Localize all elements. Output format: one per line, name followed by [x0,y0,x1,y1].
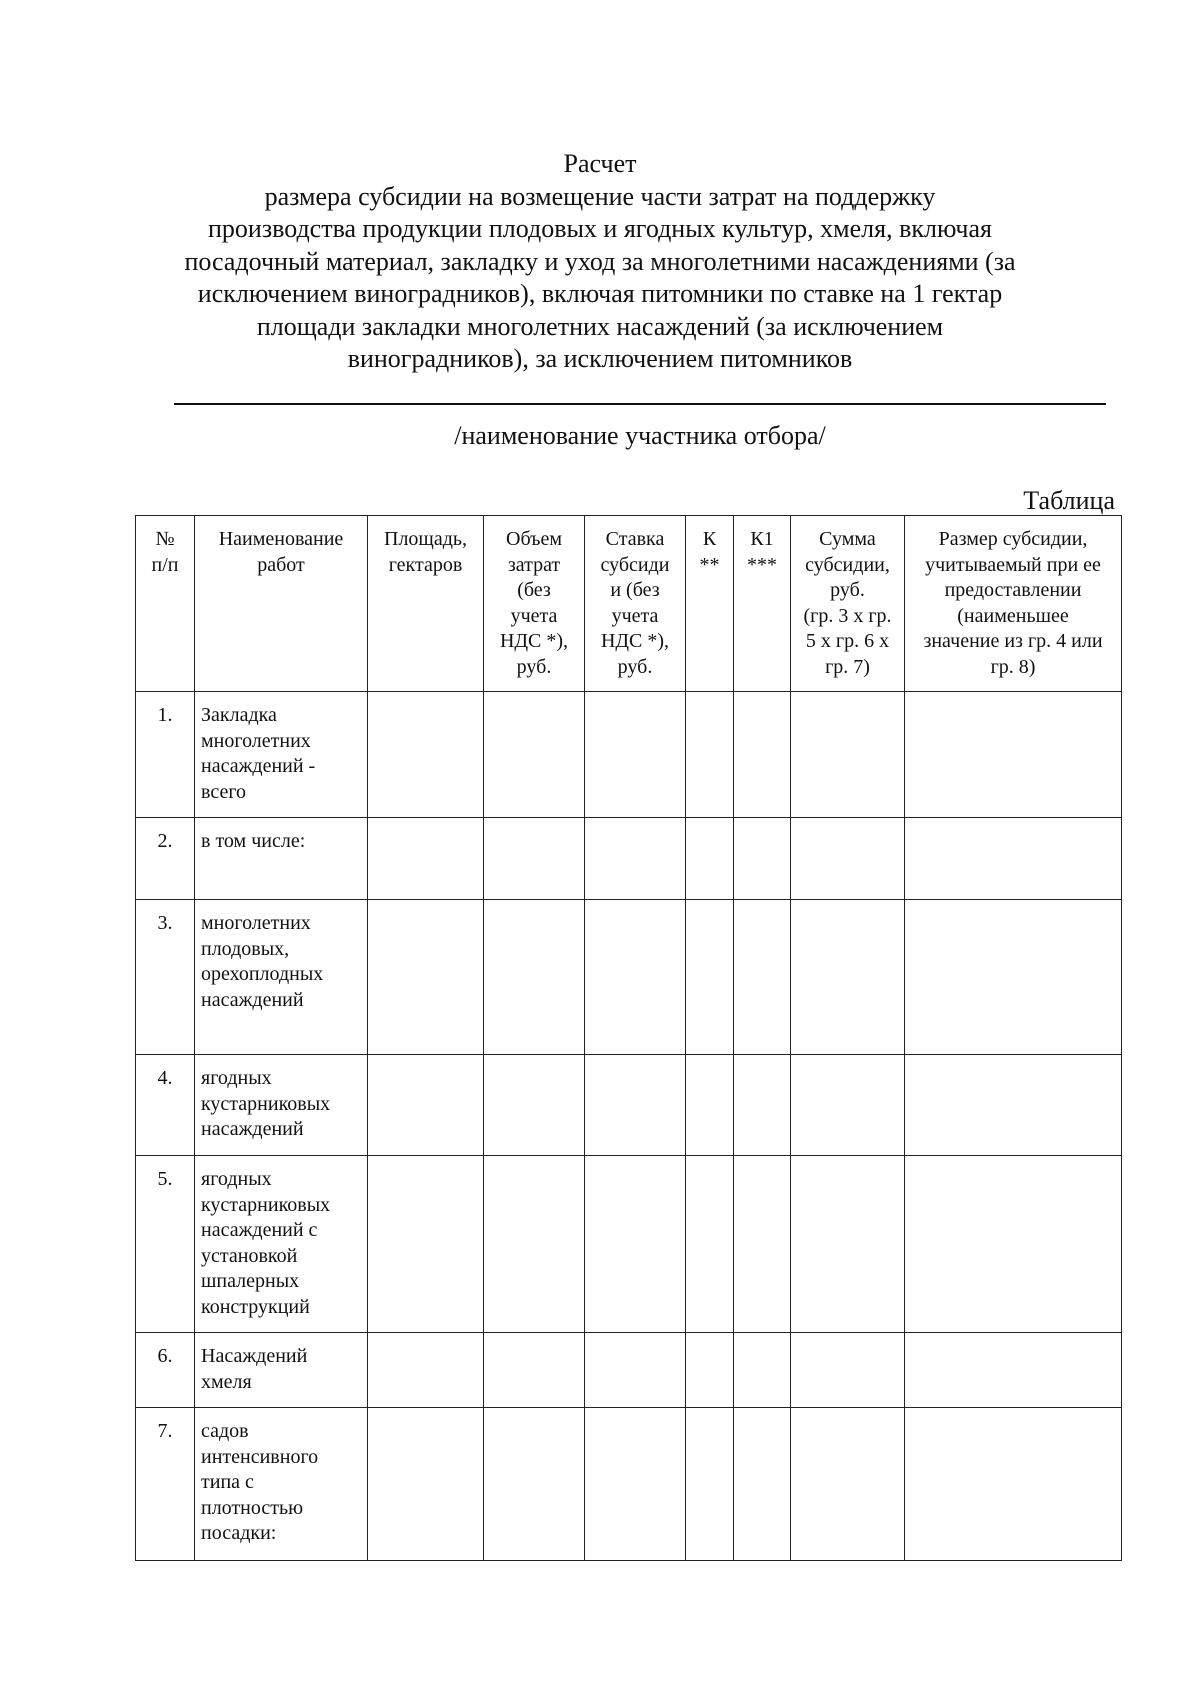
header-line: Объем [506,528,562,550]
row-number: 3. [136,900,195,1055]
work-name-line: интенсивного [201,1445,319,1468]
row-work-name [195,1055,368,1156]
cell-k1[interactable] [734,1055,791,1156]
cell-k[interactable] [686,1333,734,1408]
cell-k[interactable] [686,818,734,900]
cell-subsidy-rate[interactable] [585,900,686,1055]
cell-k1[interactable] [734,692,791,818]
header-cost-volume [484,516,585,692]
work-name-line: садов [201,1420,249,1442]
work-name-line: плодовых, [201,937,290,960]
table-row [136,1156,1122,1333]
cell-area[interactable] [368,692,484,818]
cell-area[interactable] [368,818,484,900]
header-line: субсиди [600,553,670,576]
header-line: руб. [830,579,865,601]
table-row [136,1055,1122,1156]
row-number: 5. [136,1156,195,1333]
cell-area[interactable] [368,1156,484,1333]
cell-subsidy-amount[interactable] [905,900,1122,1055]
header-line: гектаров [388,553,463,576]
cell-cost-volume[interactable] [484,1156,585,1333]
title-line: размера субсидии на возмещение части затрат на поддержку [264,181,936,211]
cell-cost-volume[interactable] [484,1408,585,1561]
cell-subsidy-amount[interactable] [905,1156,1122,1333]
header-subsidy-sum [791,516,905,692]
row-work-name [195,818,368,900]
work-name-line: в том числе: [201,830,306,852]
header-line: гр. 7) [825,655,870,678]
header-line: и (без [610,579,660,601]
work-name-line: типа с [201,1471,254,1493]
work-name-line: насаждений - [201,755,316,777]
cell-subsidy-rate[interactable] [585,1333,686,1408]
table-row [136,818,1122,900]
cell-subsidy-rate[interactable] [585,1055,686,1156]
header-line: п/п [151,553,179,576]
title-line: исключением виноградников), включая питомники по ставке на 1 гектар [197,279,1003,308]
header-line: значение из гр. 4 или [923,630,1103,652]
row-work-name [195,900,368,1055]
cell-subsidy-sum[interactable] [791,900,905,1055]
cell-area[interactable] [368,1333,484,1408]
table-caption: Таблица [1023,486,1115,515]
work-name-line: кустарниковых [201,1193,331,1216]
header-line: затрат [507,553,561,576]
cell-subsidy-sum[interactable] [791,818,905,900]
header-line: (без [517,579,551,601]
work-name-line: посадки: [201,1522,277,1544]
row-work-name [195,1333,368,1408]
table-row [136,900,1122,1055]
document-title [150,148,1050,376]
cell-k[interactable] [686,1408,734,1561]
work-name-line: ягодных [201,1168,272,1190]
header-line: работ [257,553,305,576]
cell-subsidy-rate[interactable] [585,818,686,900]
header-line: гр. 8) [990,655,1036,678]
work-name-line: Насаждений [201,1345,308,1367]
work-name-line: многолетних [201,729,311,752]
header-line: руб. [617,655,653,678]
header-line: ** [699,553,720,576]
row-work-name [195,692,368,818]
cell-area[interactable] [368,1055,484,1156]
work-name-line: плотностью [201,1496,304,1519]
row-number: 1. [136,692,195,818]
cell-subsidy-rate[interactable] [585,1156,686,1333]
header-line: субсидии, [805,553,890,576]
work-name-line: Закладка [201,704,277,726]
header-line: НДС *), [499,630,569,652]
cell-k1[interactable] [734,1156,791,1333]
cell-subsidy-amount[interactable] [905,692,1122,818]
work-name-line: ягодных [201,1067,272,1089]
header-line: (наименьшее [957,604,1069,627]
cell-subsidy-sum[interactable] [791,1156,905,1333]
row-number: 2. [136,818,195,900]
header-subsidy-amount [905,516,1122,692]
title-line: Расчет [563,149,637,178]
header-line: Площадь, [384,528,467,550]
header-line: К1 [750,528,774,550]
header-line: Размер субсидии, [938,528,1088,550]
cell-subsidy-rate[interactable] [585,692,686,818]
cell-area[interactable] [368,1408,484,1561]
header-subsidy-rate [585,516,686,692]
title-line: виноградников), за исключением питомников [347,344,853,373]
work-name-line: кустарниковых [201,1092,331,1115]
table-row [136,1333,1122,1408]
table-row [136,1408,1122,1561]
work-name-line: насаждений [201,1118,304,1140]
cell-cost-volume[interactable] [484,1333,585,1408]
work-name-line: хмеля [201,1370,252,1393]
table-row [136,692,1122,818]
header-work-name [195,516,368,692]
header-line: Наименование [218,528,344,550]
header-line: Сумма [819,528,876,550]
cell-cost-volume[interactable] [484,1055,585,1156]
subsidy-calculation-table [135,515,1122,1561]
row-number: 6. [136,1333,195,1408]
cell-subsidy-rate[interactable] [585,1408,686,1561]
header-line: К [702,528,717,550]
row-number: 7. [136,1408,195,1561]
cell-k1[interactable] [734,900,791,1055]
cell-subsidy-amount[interactable] [905,1408,1122,1561]
header-area [368,516,484,692]
header-line: НДС *), [600,630,670,652]
cell-k[interactable] [686,900,734,1055]
work-name-line: установкой [201,1244,298,1267]
header-line: 5 х гр. 6 х [805,630,890,652]
cell-cost-volume[interactable] [484,818,585,900]
header-line: учета [611,604,659,627]
work-name-line: многолетних [201,912,311,934]
work-name-line: орехоплодных [201,963,324,985]
cell-k[interactable] [686,1055,734,1156]
work-name-line: конструкций [201,1295,310,1318]
cell-subsidy-amount[interactable] [905,1055,1122,1156]
header-line: № [155,528,175,550]
cell-area[interactable] [368,900,484,1055]
row-work-name [195,1156,368,1333]
header-line: предоставлении [944,579,1082,601]
header-line: руб. [516,655,552,678]
work-name-line: насаждений [201,988,304,1011]
title-line: площади закладки многолетних насаждений (за исключением [256,311,944,341]
cell-subsidy-sum[interactable] [791,1055,905,1156]
work-name-line: всего [201,780,247,803]
row-work-name [195,1408,368,1561]
header-number [136,516,195,692]
header-line: учитываемый при ее [925,553,1101,576]
cell-subsidy-sum[interactable] [791,1408,905,1561]
header-k [686,516,734,692]
header-k1 [734,516,791,692]
header-line: Ставка [605,528,665,550]
title-line: посадочный материал, закладку и уход за многолетними насаждениями (за [184,246,1016,276]
cell-subsidy-amount[interactable] [905,1333,1122,1408]
participant-name-line [174,403,1106,405]
header-line: (гр. 3 х гр. [803,604,892,627]
work-name-line: шпалерных [201,1270,300,1292]
participant-caption: /наименование участника отбора/ [454,421,826,450]
title-line: производства продукции плодовых и ягодных культур, хмеля, включая [208,214,992,243]
cell-subsidy-amount[interactable] [905,818,1122,900]
cell-k1[interactable] [734,1408,791,1561]
cell-subsidy-sum[interactable] [791,1333,905,1408]
cell-cost-volume[interactable] [484,900,585,1055]
cell-cost-volume[interactable] [484,692,585,818]
cell-subsidy-sum[interactable] [791,692,905,818]
cell-k[interactable] [686,1156,734,1333]
cell-k1[interactable] [734,818,791,900]
row-number: 4. [136,1055,195,1156]
cell-k1[interactable] [734,1333,791,1408]
table-header-row [136,516,1122,692]
work-name-line: насаждений с [201,1219,318,1241]
header-line: *** [747,553,777,576]
header-line: учета [510,604,558,627]
cell-k[interactable] [686,692,734,818]
